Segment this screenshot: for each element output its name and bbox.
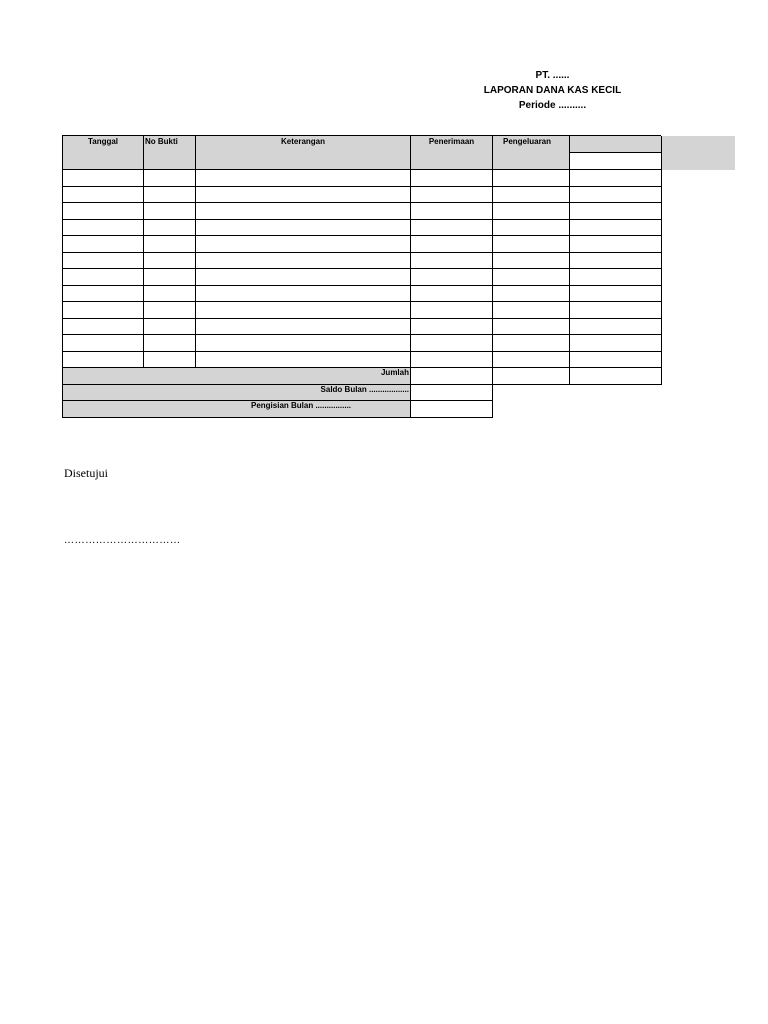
cell-keterangan[interactable] — [196, 302, 411, 319]
table-row — [63, 302, 662, 319]
cell-keterangan[interactable] — [196, 203, 411, 220]
cell-keterangan[interactable] — [196, 170, 411, 187]
cell-keterangan[interactable] — [196, 186, 411, 203]
saldo-label: Saldo Bulan .................. — [63, 384, 411, 401]
cell-no-bukti[interactable] — [144, 236, 196, 253]
cell-penerimaan[interactable] — [411, 351, 493, 368]
cell-extra[interactable] — [570, 335, 662, 352]
cell-tanggal[interactable] — [63, 335, 144, 352]
cell-pengeluaran[interactable] — [493, 203, 570, 220]
table-row — [63, 186, 662, 203]
cell-penerimaan[interactable] — [411, 203, 493, 220]
header-row — [63, 136, 662, 153]
cell-extra[interactable] — [570, 269, 662, 286]
cell-penerimaan[interactable] — [411, 186, 493, 203]
cell-penerimaan[interactable] — [411, 170, 493, 187]
table-row — [63, 351, 662, 368]
cell-keterangan[interactable] — [196, 269, 411, 286]
cell-extra[interactable] — [570, 170, 662, 187]
cell-no-bukti[interactable] — [144, 186, 196, 203]
cell-keterangan[interactable] — [196, 335, 411, 352]
saldo-value[interactable] — [411, 384, 493, 401]
jumlah-row — [63, 368, 662, 385]
cell-tanggal[interactable] — [63, 285, 144, 302]
cell-extra[interactable] — [570, 203, 662, 220]
jumlah-penerimaan[interactable] — [411, 368, 493, 385]
cell-keterangan[interactable] — [196, 318, 411, 335]
cell-tanggal[interactable] — [63, 236, 144, 253]
cell-penerimaan[interactable] — [411, 236, 493, 253]
cell-tanggal[interactable] — [63, 219, 144, 236]
jumlah-label: Jumlah — [63, 368, 411, 385]
cell-tanggal[interactable] — [63, 170, 144, 187]
grey-tab — [661, 136, 735, 170]
cell-pengeluaran[interactable] — [493, 269, 570, 286]
approved-label: Disetujui — [64, 466, 108, 480]
cell-pengeluaran[interactable] — [493, 186, 570, 203]
cell-tanggal[interactable] — [63, 252, 144, 269]
cell-no-bukti[interactable] — [144, 302, 196, 319]
saldo-row — [63, 384, 662, 401]
cell-extra[interactable] — [570, 236, 662, 253]
cell-pengeluaran[interactable] — [493, 252, 570, 269]
cell-extra[interactable] — [570, 219, 662, 236]
cell-no-bukti[interactable] — [144, 269, 196, 286]
cell-no-bukti[interactable] — [144, 252, 196, 269]
cell-tanggal[interactable] — [63, 203, 144, 220]
cell-pengeluaran[interactable] — [493, 170, 570, 187]
cell-penerimaan[interactable] — [411, 318, 493, 335]
cell-tanggal[interactable] — [63, 318, 144, 335]
cell-pengeluaran[interactable] — [493, 318, 570, 335]
col-header-keterangan: Keterangan — [196, 136, 411, 170]
cell-extra[interactable] — [570, 252, 662, 269]
table-row — [63, 269, 662, 286]
empty-cell — [493, 384, 570, 401]
signature-line: …………………………… — [64, 535, 181, 546]
table-row — [63, 203, 662, 220]
cell-extra[interactable] — [570, 302, 662, 319]
pengisian-row — [63, 401, 662, 418]
cell-tanggal[interactable] — [63, 302, 144, 319]
cell-no-bukti[interactable] — [144, 351, 196, 368]
cell-penerimaan[interactable] — [411, 269, 493, 286]
pengisian-value[interactable] — [411, 401, 493, 418]
table-row — [63, 219, 662, 236]
cell-tanggal[interactable] — [63, 186, 144, 203]
cell-no-bukti[interactable] — [144, 170, 196, 187]
cell-penerimaan[interactable] — [411, 252, 493, 269]
cell-tanggal[interactable] — [63, 351, 144, 368]
cell-no-bukti[interactable] — [144, 219, 196, 236]
cell-keterangan[interactable] — [196, 236, 411, 253]
table-row — [63, 285, 662, 302]
table-row — [63, 236, 662, 253]
empty-cell — [493, 401, 570, 418]
table-row — [63, 252, 662, 269]
cell-penerimaan[interactable] — [411, 285, 493, 302]
cell-pengeluaran[interactable] — [493, 302, 570, 319]
pengisian-label: Pengisian Bulan ................ — [63, 401, 411, 418]
cell-keterangan[interactable] — [196, 285, 411, 302]
report-title: LAPORAN DANA KAS KECIL — [483, 85, 622, 96]
empty-cell — [570, 384, 662, 401]
cell-no-bukti[interactable] — [144, 335, 196, 352]
col-header-pengeluaran: Pengeluaran — [493, 136, 570, 170]
empty-cell — [570, 401, 662, 418]
petty-cash-table — [62, 135, 662, 418]
col-header-extra-bottom — [570, 153, 662, 170]
cell-no-bukti[interactable] — [144, 285, 196, 302]
cell-no-bukti[interactable] — [144, 318, 196, 335]
cell-keterangan[interactable] — [196, 219, 411, 236]
cell-pengeluaran[interactable] — [493, 335, 570, 352]
cell-extra[interactable] — [570, 285, 662, 302]
table-row — [63, 318, 662, 335]
report-period: Periode .......... — [518, 100, 587, 111]
report-header — [420, 68, 685, 113]
cell-pengeluaran[interactable] — [493, 219, 570, 236]
jumlah-pengeluaran[interactable] — [493, 368, 570, 385]
col-header-penerimaan: Penerimaan — [411, 136, 493, 170]
cell-pengeluaran[interactable] — [493, 236, 570, 253]
cell-penerimaan[interactable] — [411, 302, 493, 319]
col-header-tanggal: Tanggal — [63, 136, 144, 170]
cell-extra[interactable] — [570, 318, 662, 335]
cell-penerimaan[interactable] — [411, 219, 493, 236]
table-row — [63, 335, 662, 352]
jumlah-extra[interactable] — [570, 368, 662, 385]
table-row — [63, 170, 662, 187]
company-name: PT. ...... — [535, 70, 570, 81]
cell-keterangan[interactable] — [196, 252, 411, 269]
cell-pengeluaran[interactable] — [493, 351, 570, 368]
cell-no-bukti[interactable] — [144, 203, 196, 220]
cell-keterangan[interactable] — [196, 351, 411, 368]
cell-penerimaan[interactable] — [411, 335, 493, 352]
col-header-extra-top — [570, 136, 662, 153]
cell-extra[interactable] — [570, 351, 662, 368]
cell-pengeluaran[interactable] — [493, 285, 570, 302]
cell-extra[interactable] — [570, 186, 662, 203]
cell-tanggal[interactable] — [63, 269, 144, 286]
col-header-no-bukti: No Bukti — [144, 136, 196, 170]
